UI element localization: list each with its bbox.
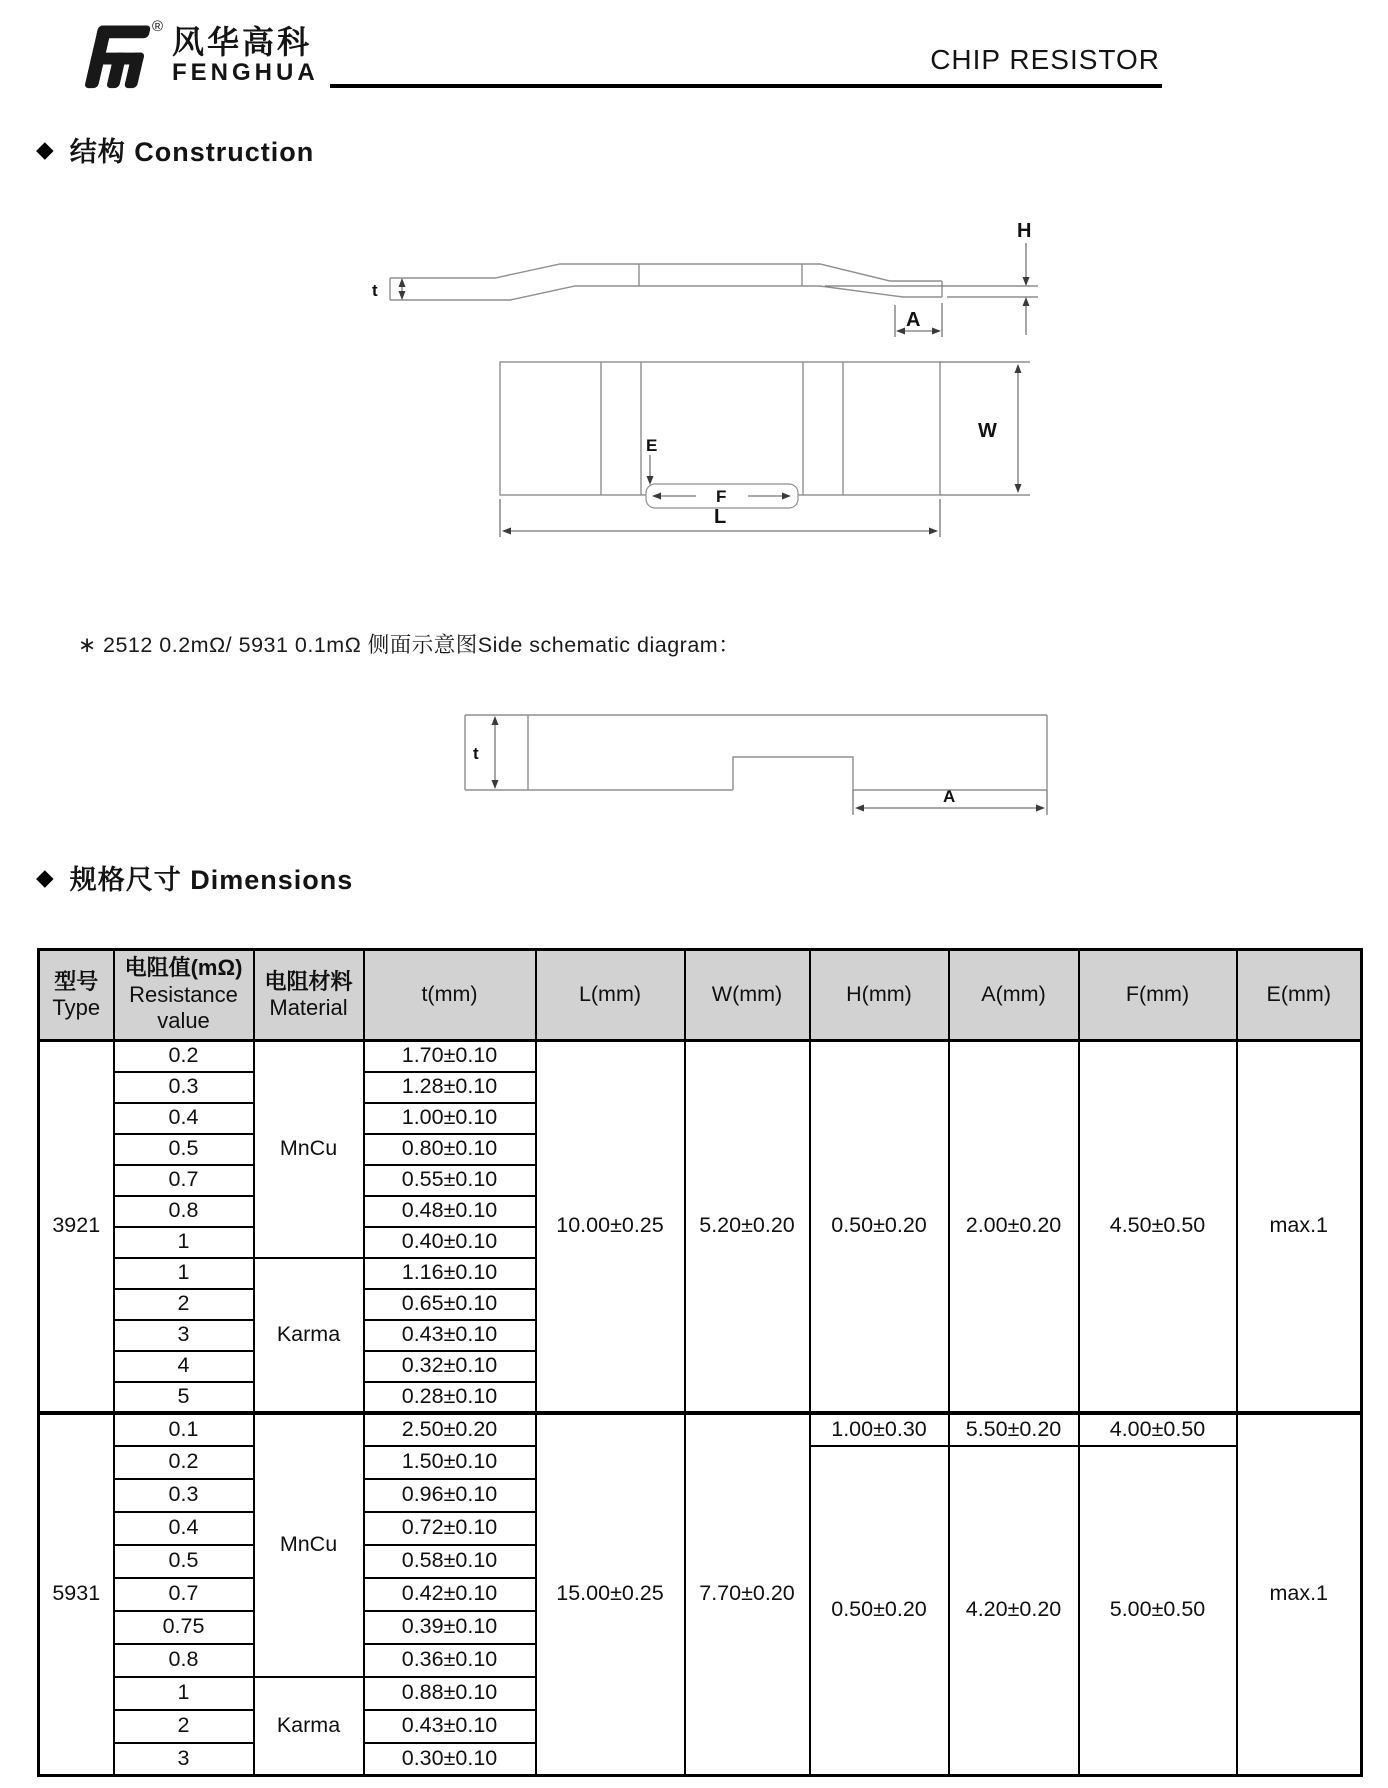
- t-cell: 0.43±0.10: [364, 1320, 536, 1351]
- resistance-cell: 0.5: [114, 1545, 254, 1578]
- e-cell: max.1: [1237, 1413, 1362, 1776]
- resistance-cell: 0.3: [114, 1072, 254, 1103]
- t-cell: 0.58±0.10: [364, 1545, 536, 1578]
- t-cell: 0.65±0.10: [364, 1289, 536, 1320]
- t-cell: 0.48±0.10: [364, 1196, 536, 1227]
- resistance-cell: 3: [114, 1320, 254, 1351]
- resistance-cell: 0.5: [114, 1134, 254, 1165]
- t-cell: 0.96±0.10: [364, 1479, 536, 1512]
- h-cell: 1.00±0.30: [810, 1413, 949, 1446]
- schematic-note: ∗ 2512 0.2mΩ/ 5931 0.1mΩ 侧面示意图Side schematic diagram：: [78, 633, 741, 657]
- dimensions-table: [37, 948, 1363, 1777]
- dim-label-f: F: [716, 487, 727, 506]
- a-cell: 5.50±0.20: [949, 1413, 1079, 1446]
- t-cell: 0.36±0.10: [364, 1644, 536, 1677]
- t-cell: 1.50±0.10: [364, 1446, 536, 1479]
- resistance-cell: 0.8: [114, 1644, 254, 1677]
- t-cell: 1.70±0.10: [364, 1041, 536, 1072]
- construction-diagram: [350, 185, 1090, 555]
- f-cell: 4.50±0.50: [1079, 1041, 1237, 1413]
- material-cell: Karma: [254, 1258, 364, 1413]
- col-header-l: L(mm): [536, 950, 685, 1041]
- t-cell: 0.30±0.10: [364, 1743, 536, 1776]
- resistance-cell: 0.7: [114, 1578, 254, 1611]
- dim-label-t: t: [372, 281, 378, 300]
- col-header-h: H(mm): [810, 950, 949, 1041]
- construction-heading-text: 结构 Construction: [69, 137, 315, 167]
- l-cell: 15.00±0.25: [536, 1413, 685, 1776]
- diamond-bullet-icon: ◆: [36, 136, 54, 162]
- document-title: CHIP RESISTOR: [930, 44, 1160, 75]
- resistance-cell: 0.8: [114, 1196, 254, 1227]
- table-header-row: [39, 950, 1362, 1041]
- brand-name-cn: 风华高科: [172, 24, 313, 60]
- dim-label-w: W: [978, 420, 997, 442]
- col-header-t: t(mm): [364, 950, 536, 1041]
- resistance-cell: 0.4: [114, 1103, 254, 1134]
- t-cell: 0.42±0.10: [364, 1578, 536, 1611]
- t-cell: 0.32±0.10: [364, 1351, 536, 1382]
- col-header-resistance: 电阻值(mΩ) Resistance value: [114, 950, 254, 1041]
- diamond-bullet-icon: ◆: [36, 864, 54, 890]
- resistance-cell: 1: [114, 1227, 254, 1258]
- col-header-a: A(mm): [949, 950, 1079, 1041]
- f-cell: 5.00±0.50: [1079, 1446, 1237, 1776]
- resistance-cell: 0.2: [114, 1041, 254, 1072]
- t-cell: 0.55±0.10: [364, 1165, 536, 1196]
- header-rule: [330, 84, 1162, 88]
- table-row: [39, 1413, 1362, 1446]
- t-cell: 0.72±0.10: [364, 1512, 536, 1545]
- e-cell: max.1: [1237, 1041, 1362, 1413]
- t-cell: 0.43±0.10: [364, 1710, 536, 1743]
- construction-heading: [36, 130, 314, 169]
- col-header-w: W(mm): [685, 950, 810, 1041]
- table-row: [39, 1041, 1362, 1072]
- col-header-f: F(mm): [1079, 950, 1237, 1041]
- t-cell: 0.39±0.10: [364, 1611, 536, 1644]
- side-schematic-diagram: [395, 693, 1065, 838]
- type-cell: 3921: [39, 1041, 114, 1413]
- resistance-cell: 3: [114, 1743, 254, 1776]
- col-header-e: E(mm): [1237, 950, 1362, 1041]
- dim-label-a: A: [906, 309, 921, 331]
- type-cell: 5931: [39, 1413, 114, 1776]
- resistance-cell: 0.4: [114, 1512, 254, 1545]
- resistance-cell: 5: [114, 1382, 254, 1413]
- t-cell: 0.40±0.10: [364, 1227, 536, 1258]
- t-cell: 0.88±0.10: [364, 1677, 536, 1710]
- resistance-cell: 2: [114, 1289, 254, 1320]
- resistance-cell: 1: [114, 1677, 254, 1710]
- a-cell: 2.00±0.20: [949, 1041, 1079, 1413]
- l-cell: 10.00±0.25: [536, 1041, 685, 1413]
- material-cell: MnCu: [254, 1413, 364, 1677]
- resistance-cell: 0.3: [114, 1479, 254, 1512]
- registered-trademark-icon: ®: [152, 18, 164, 35]
- material-cell: Karma: [254, 1677, 364, 1776]
- t-cell: 1.16±0.10: [364, 1258, 536, 1289]
- dim-label-t2: t: [473, 744, 479, 763]
- dim-label-l: L: [714, 506, 727, 528]
- f-cell: 4.00±0.50: [1079, 1413, 1237, 1446]
- dimensions-heading: [36, 858, 353, 897]
- col-header-type: 型号 Type: [39, 950, 114, 1041]
- resistance-cell: 0.1: [114, 1413, 254, 1446]
- h-cell: 0.50±0.20: [810, 1446, 949, 1776]
- t-cell: 2.50±0.20: [364, 1413, 536, 1446]
- dim-label-e: E: [646, 436, 658, 455]
- w-cell: 5.20±0.20: [685, 1041, 810, 1413]
- t-cell: 1.28±0.10: [364, 1072, 536, 1103]
- brand-name-en: FENGHUA: [172, 59, 319, 86]
- dim-label-h: H: [1017, 220, 1032, 242]
- dimensions-heading-text: 规格尺寸 Dimensions: [69, 865, 354, 895]
- resistance-cell: 0.2: [114, 1446, 254, 1479]
- resistance-cell: 0.75: [114, 1611, 254, 1644]
- t-cell: 0.28±0.10: [364, 1382, 536, 1413]
- material-cell: MnCu: [254, 1041, 364, 1258]
- t-cell: 0.80±0.10: [364, 1134, 536, 1165]
- col-header-material: 电阻材料 Material: [254, 950, 364, 1041]
- resistance-cell: 0.7: [114, 1165, 254, 1196]
- dim-label-a2: A: [943, 787, 956, 806]
- t-cell: 1.00±0.10: [364, 1103, 536, 1134]
- resistance-cell: 4: [114, 1351, 254, 1382]
- a-cell: 4.20±0.20: [949, 1446, 1079, 1776]
- w-cell: 7.70±0.20: [685, 1413, 810, 1776]
- h-cell: 0.50±0.20: [810, 1041, 949, 1413]
- resistance-cell: 2: [114, 1710, 254, 1743]
- resistance-cell: 1: [114, 1258, 254, 1289]
